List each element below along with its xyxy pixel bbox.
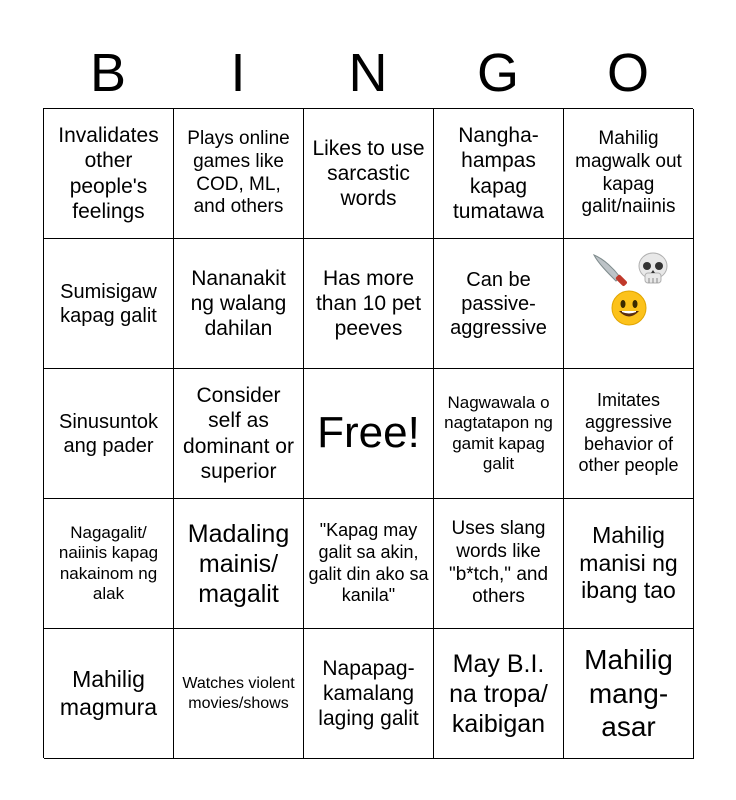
bingo-header [43,40,693,106]
header-letter-n: N [348,43,388,103]
bingo-cell[interactable]: Can be passive-aggressive [434,239,564,369]
header-letter-g: G [476,43,519,103]
header-letter-i: I [230,43,246,103]
bingo-cell[interactable]: Has more than 10 pet peeves [304,239,434,369]
bingo-cell[interactable]: Napapag-kamalang laging galit [304,629,434,759]
bingo-cell[interactable]: Mahilig magmura [44,629,174,759]
bingo-cell[interactable]: Sinusuntok ang pader [44,369,174,499]
knife-icon [590,249,630,289]
header-letter-o: O [606,43,649,103]
bingo-cell[interactable]: Plays online games like COD, ML, and others [174,109,304,239]
bingo-cell[interactable]: Mahilig manisi ng ibang tao [564,499,694,629]
bingo-cell[interactable]: Madaling mainis/ magalit [174,499,304,629]
bingo-cell[interactable]: Mahilig mang-asar [564,629,694,759]
bingo-cell[interactable]: Consider self as dominant or superior [174,369,304,499]
bingo-cell[interactable]: Likes to use sarcastic words [304,109,434,239]
bingo-cell[interactable]: Nananakit ng walang dahilan [174,239,304,369]
bingo-cell-emoji[interactable] [564,239,694,369]
bingo-cell[interactable]: May B.I. na tropa/ kaibigan [434,629,564,759]
skull-icon [636,251,670,287]
bingo-cell[interactable]: Sumisigaw kapag galit [44,239,174,369]
header-letter-b: B [89,43,127,103]
bingo-cell[interactable]: Imitates aggressive behavior of other people [564,369,694,499]
bingo-cell[interactable]: Invalidates other people's feelings [44,109,174,239]
bingo-cell[interactable]: Nagwawala o nagtatapon ng gamit kapag galit [434,369,564,499]
bingo-cell[interactable]: Mahilig magwalk out kapag galit/naiinis [564,109,694,239]
bingo-cell[interactable]: Nangha-hampas kapag tumatawa [434,109,564,239]
free-space[interactable]: Free! [304,369,434,499]
bingo-cell[interactable]: "Kapag may galit sa akin, galit din ako sa kanila" [304,499,434,629]
bingo-cell[interactable]: Watches violent movies/shows [174,629,304,759]
bingo-cell[interactable]: Uses slang words like "b*tch," and others [434,499,564,629]
bingo-cell[interactable]: Nagagalit/ naiinis kapag nakainom ng alak [44,499,174,629]
bingo-board [43,108,693,758]
smiley-icon [610,289,648,327]
